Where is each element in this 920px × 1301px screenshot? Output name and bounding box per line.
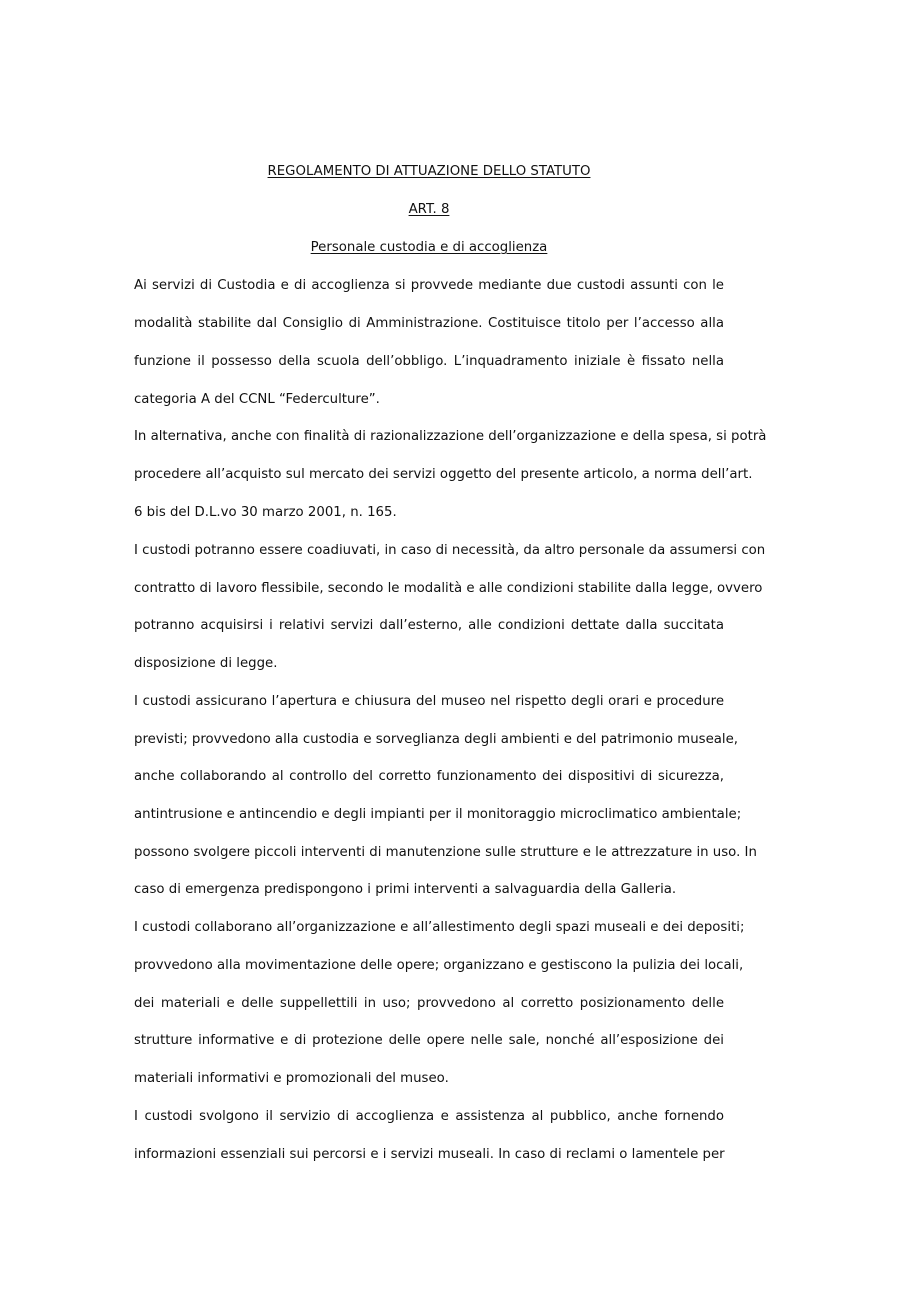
text-line: disposizione di legge. <box>134 656 278 671</box>
text-line: caso di emergenza predispongono i primi interventi a salvaguardia della Galleria. <box>134 882 677 897</box>
text-line: anche collaborando al controllo del corretto funzionamento dei dispositivi di sicurezza, <box>134 769 724 784</box>
text-line: informazioni essenziali sui percorsi e i servizi museali. In caso di reclami o lamentele per <box>134 1147 725 1162</box>
text-line: potranno acquisirsi i relativi servizi dall’esterno, alle condizioni dettate dalla succitata <box>134 618 724 633</box>
article-subtitle: Personale custodia e di accoglienza <box>310 240 548 255</box>
text-line: Ai servizi di Custodia e di accoglienza si provvede mediante due custodi assunti con le <box>134 278 724 293</box>
text-line: I custodi potranno essere coadiuvati, in caso di necessità, da altro personale da assumersi con <box>134 543 766 558</box>
article-number: ART. 8 <box>408 202 450 217</box>
text-line: dei materiali e delle suppellettili in uso; provvedono al corretto posizionamento delle <box>134 996 724 1011</box>
text-line: strutture informative e di protezione delle opere nelle sale, nonché all’esposizione dei <box>134 1033 724 1048</box>
text-line: I custodi collaborano all’organizzazione e all’allestimento degli spazi museali e dei depositi; <box>134 920 745 935</box>
text-line: previsti; provvedono alla custodia e sorveglianza degli ambienti e del patrimonio museale, <box>134 732 738 747</box>
text-line: funzione il possesso della scuola dell’obbligo. L’inquadramento iniziale è fissato nella <box>134 354 724 369</box>
text-line: provvedono alla movimentazione delle opere; organizzano e gestiscono la pulizia dei locali, <box>134 958 744 973</box>
text-line: possono svolgere piccoli interventi di manutenzione sulle strutture e le attrezzature in uso. In <box>134 845 757 860</box>
text-line: In alternativa, anche con finalità di razionalizzazione dell’organizzazione e della spesa, si potrà <box>134 429 767 444</box>
text-line: 6 bis del D.L.vo 30 marzo 2001, n. 165. <box>134 505 397 520</box>
text-line: categoria A del CCNL “Federculture”. <box>134 392 380 407</box>
text-line: I custodi svolgono il servizio di accoglienza e assistenza al pubblico, anche fornendo <box>134 1109 724 1124</box>
text-line: contratto di lavoro flessibile, secondo le modalità e alle condizioni stabilite dalla legge, ovvero <box>134 581 763 596</box>
text-line: materiali informativi e promozionali del museo. <box>134 1071 449 1086</box>
text-line: I custodi assicurano l’apertura e chiusura del museo nel rispetto degli orari e procedure <box>134 694 724 709</box>
text-line: antintrusione e antincendio e degli impianti per il monitoraggio microclimatico ambientale; <box>134 807 742 822</box>
text-line: procedere all’acquisto sul mercato dei servizi oggetto del presente articolo, a norma dell’art. <box>134 467 753 482</box>
text-line: modalità stabilite dal Consiglio di Amministrazione. Costituisce titolo per l’accesso alla <box>134 316 724 331</box>
document-title: REGOLAMENTO DI ATTUAZIONE DELLO STATUTO <box>267 164 591 179</box>
